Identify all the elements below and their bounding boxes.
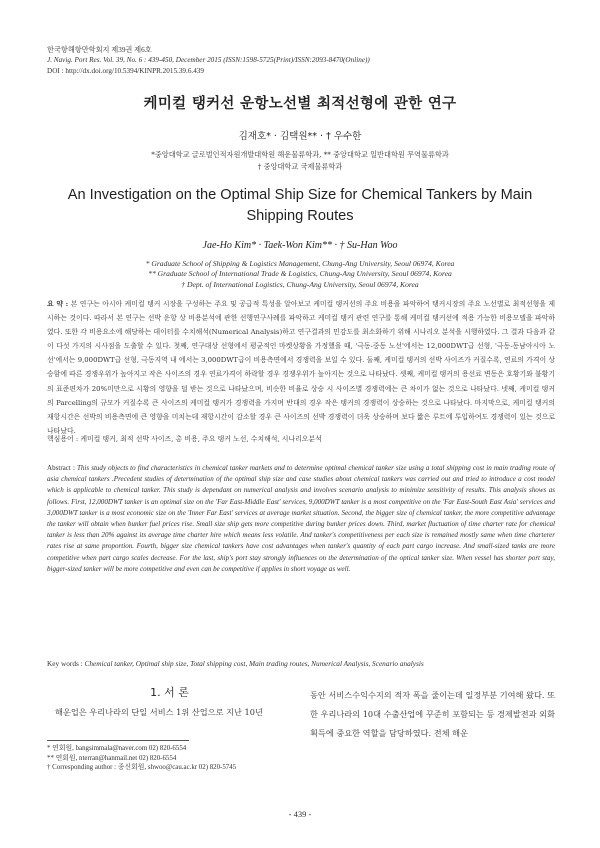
keywords-ko-text: 케미컬 탱커, 최적 선박 사이즈, 총 비용, 주요 탱커 노선, 수치해석, 시나리오분석	[80, 435, 322, 443]
affiliation-en-1: * Graduate School of Shipping & Logistics Management, Chung-Ang University, Seoul 06974, Korea	[145, 259, 455, 268]
body-column-left	[47, 683, 292, 722]
abstract-english	[47, 463, 555, 575]
journal-citation: J. Navig. Port Res. Vol. 39, No. 6 : 439-450, December 2015 (ISSN:1598-5725(Print)/ISSN:2093-8470(Online))	[47, 56, 370, 65]
footnote-author-2: ** 연회원, nterran@hanmail.net 02) 820-6554	[47, 754, 177, 762]
paper-title-english: An Investigation on the Optimal Ship Size for Chemical Tankers by Main Shipping Routes	[67, 187, 533, 224]
footnote-corresponding: † Corresponding author : 종신회원, shwoo@cau.ac.kr 02) 820-5745	[47, 764, 237, 772]
keywords-en-label: Key words :	[47, 659, 83, 668]
footnote-author-1: * 연회원, bangsimmala@naver.com 02) 820-6554	[47, 745, 187, 752]
footnotes	[47, 744, 236, 773]
keywords-en-text: Chemical tanker, Optimal ship size, Total shipping cost, Main trading routes, Numerical Analysis, Scenario analysis	[84, 659, 424, 668]
section-heading-introduction: 1. 서 론	[150, 686, 189, 699]
footnote-divider	[47, 740, 189, 741]
page-number: - 439 -	[288, 809, 312, 819]
abstract-ko-text: 본 연구는 아시아 케미컬 탱커 시장을 구성하는 주요 및 공급적 특성을 알아보고 케미컬 탱커선의 주요 비용을 파악하여 탱커시장의 주요 노선별로 최적선형을 제시하는 것이다. 따라서 본 연구는 선박 운항 상 비용분석에 관한 선행연구사례를 파악하고 케미컬 탱커 관련 연구를 통해 케미컬 탱커선에 적용 가능한 비용모델을 파악하였다. 또한 각 비용요소에 해당하는 데이터를 수치해석(Numerical Analysis)하고 연구결과의 민감도를 최소화하기 위해 시나리오 분석을 시행하였다. 그 결과 다음과 같이 다섯 가지의 시사점을 도출할 수 있다. 첫째, 연구대상 선형에서 평균적인 마켓상황을 가정했을 때, '극동-중동 노선'에서는 12,000DWT급 선형, '극동-동남아시아 노선'에서는 9,000DWT급 선형, 극동지역 내 에서는 3,000DWT급이 비용측면에서 경쟁력을 보일 수 있다. 둘째, 케미컬 탱커의 선박 사이즈가 커질수록, 연료의 가격이 상승함에 따른 경쟁우위가 높아지고 작은 사이즈의 경우 연료가격이 하락할 경우 경쟁우위가 높아지는 것으로 나타났다. 셋째, 케미컬 탱커의 용선료 변동은 호황기와 불황기의 표준편차가 20%미만으로 시황의 영향을 덜 받는 것으로 나타났으며, 비슷한 비율로 상승 시 사이즈별 경쟁력에는 큰 차이가 없는 것으로 나타났다. 넷째, 케미컬 탱커의 Parcelling의 규모가 커질수록 큰 사이즈의 케미컬 탱커가 경쟁력을 가지며 반대의 경우 작은 탱커의 경쟁력이 상승하는 것으로 나타났다. 마지막으로, 케미컬 탱커의 재항시간은 선박의 비용측면에 큰 영향을 미치는데 재항시간이 감소할 경우 큰 사이즈의 선박 경쟁력이 더욱 상승하며 보다 짧은 루트에 투입하여도 경쟁력이 있는 것으로 나타났다.	[47, 300, 555, 435]
abstract-en-label: Abstract :	[47, 464, 75, 472]
body-column-right: 동안 서비스수익수지의 적자 폭을 줄이는데 일정부분 기여해 왔다. 또한 우리나라의 10대 수출산업에 꾸준히 포함되는 등 경제발전과 외화획득에 중요한 역할을 담당하였다. 전체 해운	[310, 690, 555, 738]
affiliations-english	[0, 259, 600, 290]
journal-doi: DOI : http://dx.doi.org/10.5394/KINPR.2015.39.6.439	[47, 66, 204, 75]
keywords-ko-label: 핵심용어 :	[47, 435, 79, 443]
abstract-ko-label: 요 약 :	[47, 300, 69, 308]
journal-header	[47, 45, 370, 76]
abstract-en-text: This study objects to find characteristics in chemical tanker markets and to determine optimal chemical tanker size using a total shipping cost in main trading route of asia chemical tankers .Precedent studies of determination of the optimal ship size and case studies about chemical tankers was carried out and tried to introduce a cost model which is applicable to chemical tanker. This study is dependant on numerical analysis and involves scenario analysis to minimize sensitivity of results. This analysis shows as follows. First, 12,000DWT tanker is an optimal size on the 'Far East-Middle East' services, 9,000DWT tanker is a most competitive on the 'Far East-South East Asia' services and 3,000DWT tanker is a most economic size on the 'Inner Far East' services at average market situation. Second, the bigger size of chemical tanker, the more competitive advantage the tanker will obtain when bunker fuel prices rise. Small size ship gets more competitive during bunker prices down. Third, market fluctuation of time charter rate for chemical tanker is less than 20% against its average time charter hire which means less volatile. And tanker's competitiveness per each size is remained mostly same when time charterer rates rise at same proportion. Fourth, bigger size chemical tankers have cost advantages when tanker's quantity of each part cargo increase. And small-sized tanks are more competitive when part cargo scales decrease. For the last, ship's port stay strongly influences on the determination of the optical tanker size. When vessel has shorter port stay, bigger-sized tanker will be more competitive and even can be competitive if applies in short voyage as well.	[47, 464, 555, 573]
affiliations-korean	[0, 149, 600, 172]
affiliation-en-2: ** Graduate School of International Trade & Logistics, Chung-Ang University, Seoul 06974, Korea	[148, 269, 452, 279]
journal-name-ko: 한국항해항만학회지 제39권 제6호	[47, 46, 152, 54]
keywords-korean	[47, 433, 555, 443]
paper-title-korean: 케미컬 탱커선 운항노선별 최적선형에 관한 연구	[143, 96, 457, 112]
affiliation-en-3: † Dept. of International Logistics, Chung-Ang University, Seoul 06974, Korea	[181, 279, 419, 289]
authors-korean: 김재호* · 김택원** · † 우수한	[238, 131, 362, 142]
authors-english: Jae-Ho Kim* · Taek-Won Kim** · † Su-Han Woo	[202, 240, 398, 251]
keywords-english	[47, 659, 555, 668]
affiliation-ko-2: † 중앙대학교 국제물류학과	[257, 161, 343, 171]
intro-paragraph-left: 해운업은 우리나라의 단일 서비스 1위 산업으로 지난 10년	[55, 707, 263, 717]
affiliation-ko-1: *중앙대학교 글로벌인적자원개발대학원 해운물류학과, ** 중앙대학교 일반대학원 무역물류학과	[151, 150, 449, 159]
abstract-korean	[47, 297, 555, 438]
